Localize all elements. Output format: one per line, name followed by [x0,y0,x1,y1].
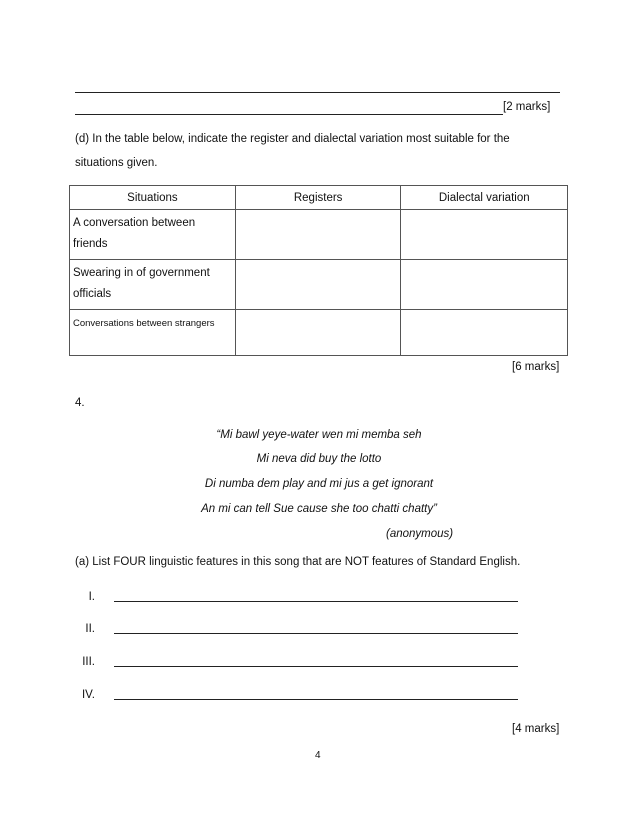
situation-cell: Conversations between strangers [70,310,236,356]
register-cell[interactable] [235,210,401,260]
page-number: 4 [315,750,321,761]
item-numeral: I. [88,591,95,603]
answer-line[interactable] [75,114,503,115]
poem-attribution: (anonymous) [386,528,454,540]
marks-label: [2 marks] [503,101,551,113]
situation-cell: Swearing in of government officials [70,260,236,310]
answer-line[interactable] [114,699,518,700]
dialect-cell[interactable] [401,310,568,356]
column-header: Registers [235,186,401,210]
column-header: Dialectal variation [401,186,568,210]
item-numeral: IV. [81,689,95,701]
poem-line: “Mi bawl yeye-water wen mi memba seh [216,429,422,441]
question-number: 4. [75,397,85,409]
column-header: Situations [70,186,236,210]
answer-line[interactable] [114,666,518,667]
poem-line: An mi can tell Sue cause she too chatti chatty” [201,503,437,515]
situation-cell: A conversation between friends [70,210,236,260]
dialect-cell[interactable] [401,210,568,260]
question-d-text: (d) In the table below, indicate the register and dialectal variation most suitable for the [75,133,510,145]
answer-line[interactable] [114,601,518,602]
table-row [70,260,568,310]
marks-label: [6 marks] [512,361,560,373]
dialect-cell[interactable] [401,260,568,310]
poem-line: Mi neva did buy the lotto [256,453,382,465]
answer-line[interactable] [75,92,560,93]
question-d-text-cont: situations given. [75,157,158,169]
table-row [70,310,568,356]
table-header-row [70,186,568,210]
item-numeral: III. [82,656,95,668]
question-4a-text: (a) List FOUR linguistic features in this song that are NOT features of Standard English. [75,556,521,568]
item-numeral: II. [85,623,95,635]
marks-label: [4 marks] [512,723,560,735]
register-cell[interactable] [235,310,401,356]
answer-line[interactable] [114,633,518,634]
poem-line: Di numba dem play and mi jus a get ignorant [204,478,434,490]
register-cell[interactable] [235,260,401,310]
table-row [70,210,568,260]
situations-table [69,185,568,356]
